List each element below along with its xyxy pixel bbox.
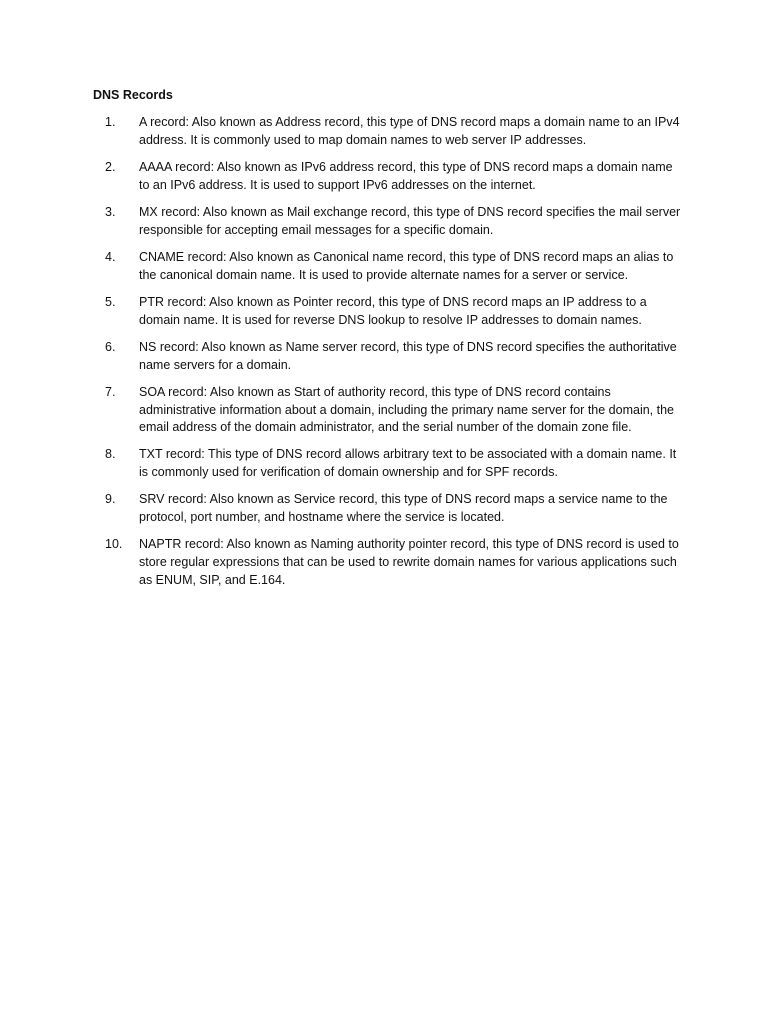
list-number-text: 9. bbox=[105, 492, 116, 507]
list-number-text: 2. bbox=[105, 159, 116, 174]
list-item bbox=[93, 339, 683, 374]
list-item bbox=[93, 536, 683, 589]
list-item-number bbox=[93, 491, 139, 526]
list-item bbox=[93, 159, 683, 194]
list-item-number bbox=[93, 384, 139, 437]
list-item-number bbox=[93, 339, 139, 374]
list-item-number bbox=[93, 294, 139, 329]
list-item bbox=[93, 384, 683, 437]
document-title: DNS Records bbox=[93, 88, 173, 102]
list-item-text: NS record: Also known as Name server record, this type of DNS record specifies the authoritative name servers for a domain. bbox=[139, 339, 677, 372]
list-number-text: 3. bbox=[105, 204, 116, 219]
list-item-text: SOA record: Also known as Start of authority record, this type of DNS record contains administrative information about a domain, including the primary name server for the domain, the email address of the domain administrator, and the serial number of the domain zone file. bbox=[139, 384, 674, 435]
list-number-text: 5. bbox=[105, 294, 116, 309]
list-number-text: 7. bbox=[105, 384, 116, 399]
list-item-text: PTR record: Also known as Pointer record, this type of DNS record maps an IP address to a domain name. It is used for reverse DNS lookup to resolve IP addresses to domain names. bbox=[139, 294, 647, 327]
list-item-text: TXT record: This type of DNS record allows arbitrary text to be associated with a domain name. It is commonly used for verification of domain ownership and for SPF records. bbox=[139, 447, 677, 480]
list-item-number bbox=[93, 249, 139, 284]
list-item bbox=[93, 204, 683, 239]
list-item-text: CNAME record: Also known as Canonical name record, this type of DNS record maps an alias to the canonical domain name. It is used to provide alternate names for a server or service. bbox=[139, 249, 674, 282]
list-item-text: SRV record: Also known as Service record, this type of DNS record maps a service name to the protocol, port number, and hostname where the service is located. bbox=[139, 492, 668, 525]
list-number-text: 4. bbox=[105, 249, 116, 264]
list-number-text: 6. bbox=[105, 339, 116, 354]
list-item-number bbox=[93, 204, 139, 239]
list-item-text: MX record: Also known as Mail exchange record, this type of DNS record specifies the mail server responsible for accepting email messages for a specific domain. bbox=[139, 204, 681, 237]
list-item bbox=[93, 446, 683, 481]
list-number-text: 1. bbox=[105, 115, 116, 129]
list-item-number bbox=[93, 159, 139, 194]
list-item-number bbox=[93, 114, 139, 149]
dns-record-list bbox=[93, 114, 683, 599]
list-item-text: NAPTR record: Also known as Naming authority pointer record, this type of DNS record is used to store regular expressions that can be used to rewrite domain names for various applications such as ENUM, SIP, and E.164. bbox=[139, 537, 679, 587]
list-item-text: AAAA record: Also known as IPv6 address record, this type of DNS record maps a domain name to an IPv6 address. It is used to support IPv6 addresses on the internet. bbox=[139, 159, 673, 192]
list-number-text: 10. bbox=[105, 537, 123, 552]
list-item-number bbox=[93, 536, 139, 589]
list-number-text: 8. bbox=[105, 447, 116, 462]
list-item bbox=[93, 294, 683, 329]
list-item-text: A record: Also known as Address record, this type of DNS record maps a domain name to an IPv4 address. It is commonly used to map domain names to web server IP addresses. bbox=[139, 115, 680, 147]
list-item bbox=[93, 114, 683, 149]
list-item bbox=[93, 249, 683, 284]
list-item-number bbox=[93, 446, 139, 481]
list-item bbox=[93, 491, 683, 526]
